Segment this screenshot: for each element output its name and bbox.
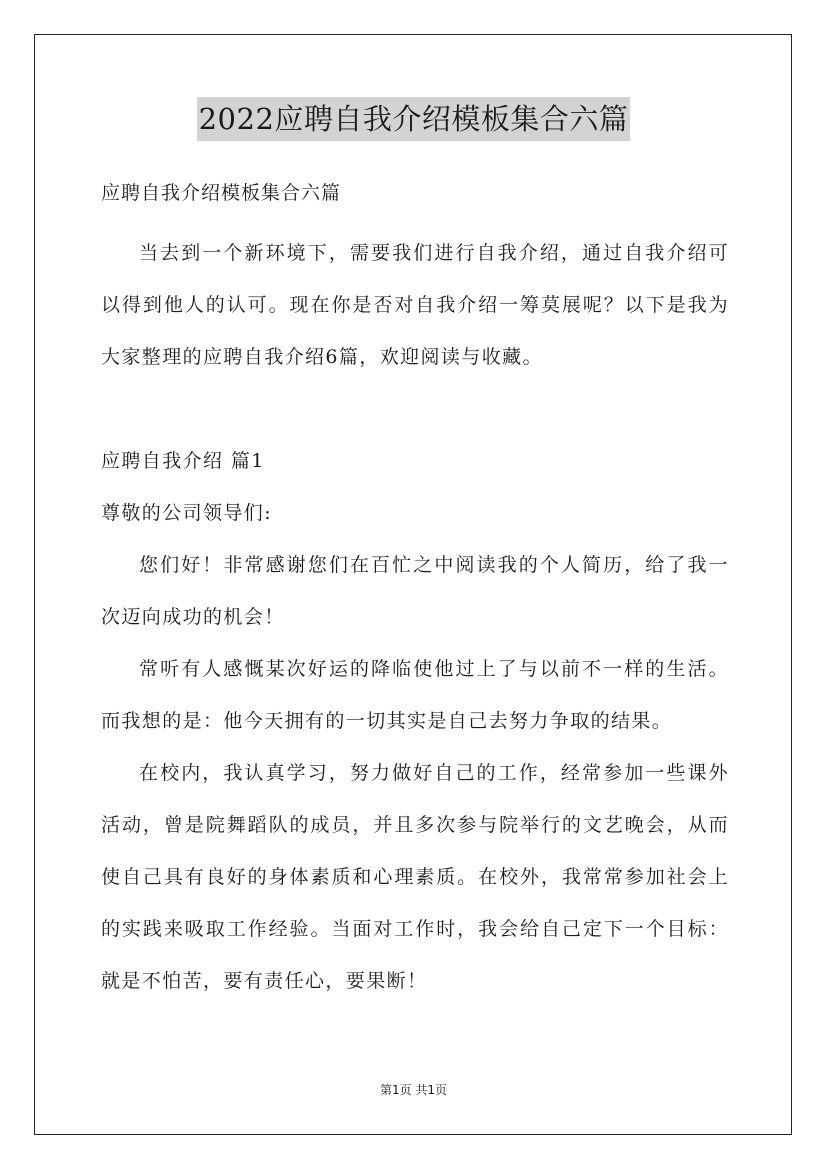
body-paragraph: 常听有人感慨某次好运的降临使他过上了与以前不一样的生活。而我想的是：他今天拥有的一切其实是自己去努力争取的结果。 [101, 658, 729, 732]
document-body [101, 227, 729, 1007]
salutation: 尊敬的公司领导们: [101, 502, 273, 524]
page-footer: 第1页 共1页 [379, 1083, 448, 1097]
document-subtitle: 应聘自我介绍模板集合六篇 [101, 182, 342, 204]
section-heading: 应聘自我介绍 篇1 [101, 450, 265, 472]
body-paragraph: 您们好！非常感谢您们在百忙之中阅读我的个人简历，给了我一次迈向成功的机会！ [101, 554, 729, 628]
document-title: 2022应聘自我介绍模板集合六篇 [197, 97, 631, 141]
body-paragraph: 在校内，我认真学习，努力做好自己的工作，经常参加一些课外活动，曾是院舞蹈队的成员，并且多次参与院举行的文艺晚会，从而使自己具有良好的身体素质和心理素质。在校外，我常常参加社会上的实践来吸取工作经验。当面对工作时，我会给自己定下一个目标：就是不怕苦，要有责任心，要果断！ [101, 762, 729, 992]
blank-line [101, 383, 729, 435]
intro-paragraph: 当去到一个新环境下，需要我们进行自我介绍，通过自我介绍可以得到他人的认可。现在你是否对自我介绍一筹莫展呢？以下是我为大家整理的应聘自我介绍6篇，欢迎阅读与收藏。 [101, 242, 729, 368]
title-container [0, 97, 827, 141]
